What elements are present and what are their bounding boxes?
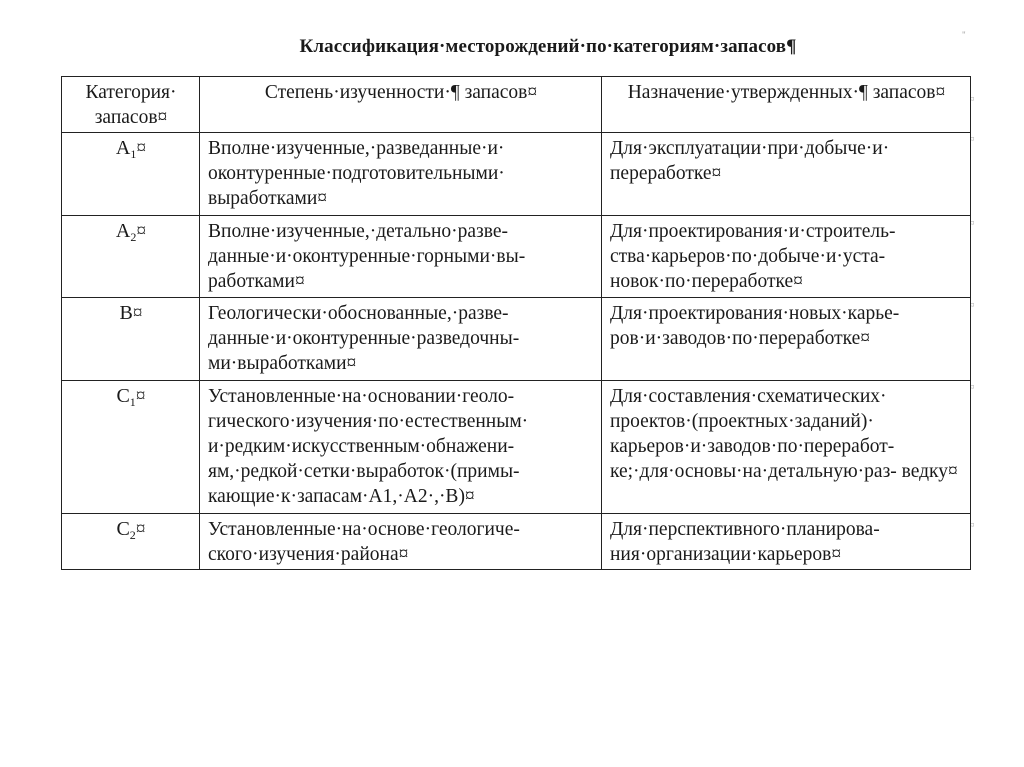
category-letter: С — [116, 385, 130, 407]
study-cell: Установленные·на·основе·геологиче- ского·изучения·района¤ — [200, 514, 602, 570]
row-end-mark: ¤ — [970, 382, 975, 392]
header-study-degree: Степень·изученности·¶ запасов¤ — [200, 77, 602, 133]
category-subscript: 1 — [129, 395, 136, 409]
category-subscript: 2 — [129, 528, 136, 542]
category-cell — [62, 514, 200, 570]
category-cell — [62, 381, 200, 514]
cell-end-mark: ¤ — [135, 519, 146, 540]
row-end-mark: ¤ — [970, 218, 975, 228]
classification-table — [61, 76, 971, 570]
cell-end-mark: ¤ — [132, 303, 143, 324]
purpose-cell: Для·эксплуатации·при·добыче·и· переработке¤ — [602, 133, 971, 216]
cell-end-mark: ¤ — [136, 221, 147, 242]
category-letter: А — [115, 220, 131, 242]
purpose-cell: Для·составления·схематических· проектов·(проектных·заданий)· карьеров·и·заводов·по·переработ- ке;·для·основы·на·детальную·раз- ведку¤ — [602, 381, 971, 514]
cell-end-mark: ¤ — [136, 138, 147, 159]
study-cell: Вполне·изученные,·разведанные·и· оконтуренные·подготовительными· выработками¤ — [200, 133, 602, 216]
category-letter: В — [119, 302, 133, 324]
header-purpose: Назначение·утвержденных·¶ запасов¤ — [602, 77, 971, 133]
header-category: Категория· запасов¤ — [62, 77, 200, 133]
category-subscript: 2 — [130, 230, 137, 244]
table-row — [62, 216, 971, 298]
cell-end-mark: ¤ — [135, 386, 146, 407]
table-header-row — [62, 77, 971, 133]
row-end-mark: ¤ — [970, 94, 975, 104]
study-cell: Вполне·изученные,·детально·разве- данные·и·оконтуренные·горными·вы- работками¤ — [200, 216, 602, 298]
table-row — [62, 298, 971, 381]
purpose-cell: Для·проектирования·и·строитель- ства·карьеров·по·добыче·и·уста- новок·по·переработке¤ — [602, 216, 971, 298]
row-end-mark: ¤ — [970, 300, 975, 310]
category-subscript: 1 — [130, 147, 137, 161]
category-cell — [62, 133, 200, 216]
table-row — [62, 514, 971, 570]
corner-quote-mark: " — [962, 30, 966, 40]
category-cell — [62, 298, 200, 381]
table-row — [62, 133, 971, 216]
page-title-text: Классификация·месторождений·по·категориям·запасов¶ — [299, 36, 797, 57]
row-end-mark: ¤ — [970, 520, 975, 530]
purpose-cell: Для·проектирования·новых·карье- ров·и·заводов·по·переработке¤ — [602, 298, 971, 381]
category-cell — [62, 216, 200, 298]
row-end-mark: ¤ — [970, 134, 975, 144]
table-row — [62, 381, 971, 514]
study-cell: Геологически·обоснованные,·разве- данные·и·оконтуренные·разведочны- ми·выработками¤ — [200, 298, 602, 381]
study-cell: Установленные·на·основании·геоло- гического·изучения·по·естественным· и·редким·искусственным·обнажени- ям,·редкой·сетки·выработок·(примы- кающие·к·запасам·А1,·А2·,·В)¤ — [200, 381, 602, 514]
page-title — [0, 36, 1024, 58]
purpose-cell: Для·перспективного·планирова- ния·организации·карьеров¤ — [602, 514, 971, 570]
category-letter: А — [115, 137, 131, 159]
category-letter: С — [116, 518, 130, 540]
